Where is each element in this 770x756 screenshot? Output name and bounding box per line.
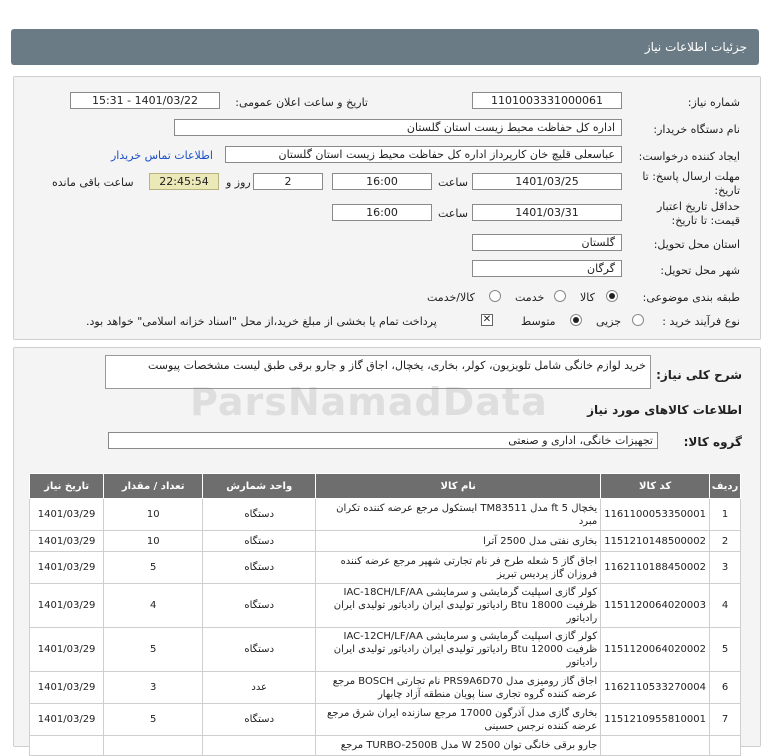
row-code: 1161100053350001: [601, 499, 710, 531]
row-date: 1401/03/29: [30, 584, 104, 628]
deadline-label: مهلت ارسال پاسخ: تا: [642, 170, 740, 183]
deadline-date-field: 1401/03/25: [472, 173, 622, 190]
buyer-org-field: اداره کل حفاظت محیط زیست استان گلستان: [174, 119, 622, 136]
goods-section-title: اطلاعات کالاهای مورد نیاز: [587, 403, 742, 417]
creator-label: ایجاد کننده درخواست:: [638, 150, 740, 163]
row-code: 1151210148500002: [601, 531, 710, 552]
row-name: اجاق گاز 5 شعله طرح فر نام تجارتی شهپر مرجع عرضه کننده فروزان گاز پردیس تبریز: [316, 552, 601, 584]
col-name: نام کالا: [316, 474, 601, 499]
category-label: طبقه بندی موضوعی:: [642, 291, 740, 304]
row-qty: [104, 736, 203, 756]
category-option-goods: کالا: [580, 291, 595, 304]
summary-text: خرید لوازم خانگی شامل تلویزیون، کولر، بخاری، یخچال، اجاق گاز و جارو برقی طبق لیست مشخصات پیوست: [105, 355, 651, 389]
province-field: گلستان: [472, 234, 622, 251]
validity-time-label: ساعت: [438, 207, 468, 220]
table-row: [30, 552, 741, 584]
row-code: 1162110188450002: [601, 552, 710, 584]
announce-field: 1401/03/22 - 15:31: [70, 92, 220, 109]
row-unit: دستگاه: [203, 628, 316, 672]
table-row: [30, 499, 741, 531]
category-option-goods-service: کالا/خدمت: [427, 291, 475, 304]
row-qty: 10: [104, 531, 203, 552]
col-code: کد کالا: [601, 474, 710, 499]
col-qty: تعداد / مقدار: [104, 474, 203, 499]
row-code: 1151210955810001: [601, 704, 710, 736]
table-row: [30, 531, 741, 552]
days-label: روز و: [226, 176, 251, 189]
validity-time-field: 16:00: [332, 204, 432, 221]
row-unit: دستگاه: [203, 499, 316, 531]
buyer-contact-link[interactable]: اطلاعات تماس خریدار: [111, 149, 213, 162]
row-name: کولر گازی اسپلیت گرمایشی و سرمایشی IAC-12CH/LF/AA ظرفیت 12000 Btu رادیاتور تولیدی ایران رادیاتور تولیدی ایران رادیاتور: [316, 628, 601, 672]
process-option-minor: جزیی: [596, 315, 622, 328]
row-index: 1: [710, 499, 741, 531]
row-unit: دستگاه: [203, 531, 316, 552]
category-radio-goods-service[interactable]: [489, 290, 501, 302]
row-date: 1401/03/29: [30, 672, 104, 704]
goods-group-label: گروه کالا:: [683, 435, 742, 449]
announce-label: تاریخ و ساعت اعلان عمومی:: [235, 96, 368, 109]
row-qty: 4: [104, 584, 203, 628]
row-name: جارو برقی خانگی توان 2500 W مدل TURBO-2500B مرجع: [316, 736, 601, 756]
table-row: [30, 672, 741, 704]
deadline-time-label: ساعت: [438, 176, 468, 189]
row-name: بخاری نفتی مدل 2500 آترا: [316, 531, 601, 552]
table-row: [30, 736, 741, 756]
col-unit: واحد شمارش: [203, 474, 316, 499]
remaining-time-field: 22:45:54: [149, 173, 219, 190]
row-qty: 10: [104, 499, 203, 531]
category-radio-service[interactable]: [554, 290, 566, 302]
process-label: نوع فرآیند خرید :: [662, 315, 740, 328]
row-code: 1151120064020002: [601, 628, 710, 672]
table-row: [30, 584, 741, 628]
row-unit: [203, 736, 316, 756]
need-number-field: 1101003331000061: [472, 92, 622, 109]
col-date: تاریخ نیاز: [30, 474, 104, 499]
row-qty: 5: [104, 552, 203, 584]
row-name: بخاری گازی مدل آذرگون 17000 مرجع سازنده ایران شرق مرجع عرضه کننده نرجس حسینی: [316, 704, 601, 736]
summary-label: شرح کلی نیاز:: [656, 368, 742, 382]
validity-label-date: قیمت: تا تاریخ:: [671, 214, 740, 227]
validity-date-field: 1401/03/31: [472, 204, 622, 221]
row-index: 2: [710, 531, 741, 552]
row-index: 3: [710, 552, 741, 584]
row-qty: 5: [104, 628, 203, 672]
remaining-label: ساعت باقی مانده: [52, 176, 134, 189]
creator-field: عباسعلی قلیچ خان کارپرداز اداره کل حفاظت محیط زیست استان گلستان: [225, 146, 622, 163]
process-radio-minor[interactable]: [632, 314, 644, 326]
process-option-medium: متوسط: [521, 315, 556, 328]
row-code: [601, 736, 710, 756]
row-name: اجاق گاز رومیزی مدل PRS9A6D70 نام تجارتی BOSCH مرجع عرضه کننده گروه تجاری سنا پویان منطقه آزاد چابهار: [316, 672, 601, 704]
row-qty: 5: [104, 704, 203, 736]
validity-label: حداقل تاریخ اعتبار: [656, 200, 740, 213]
treasury-note: پرداخت تمام یا بخشی از مبلغ خرید،از محل "اسناد خزانه اسلامی" خواهد بود.: [86, 315, 437, 328]
row-date: 1401/03/29: [30, 628, 104, 672]
row-index: 5: [710, 628, 741, 672]
province-label: استان محل تحویل:: [653, 238, 740, 251]
need-number-label: شماره نیاز:: [687, 96, 740, 109]
col-index: ردیف: [710, 474, 741, 499]
row-index: 6: [710, 672, 741, 704]
table-row: [30, 704, 741, 736]
row-date: 1401/03/29: [30, 704, 104, 736]
row-index: 7: [710, 704, 741, 736]
city-label: شهر محل تحویل:: [660, 264, 740, 277]
row-qty: 3: [104, 672, 203, 704]
row-date: 1401/03/29: [30, 552, 104, 584]
row-unit: دستگاه: [203, 704, 316, 736]
deadline-time-field: 16:00: [332, 173, 432, 190]
goods-group-field: تجهیزات خانگی، اداری و صنعتی: [108, 432, 658, 449]
row-code: 1162110533270004: [601, 672, 710, 704]
row-name: کولر گازی اسپلیت گرمایشی و سرمایشی IAC-18CH/LF/AA ظرفیت 18000 Btu رادیاتور تولیدی ایران رادیاتور تولیدی ایران رادیاتور: [316, 584, 601, 628]
row-date: [30, 736, 104, 756]
goods-table-header: [30, 474, 741, 499]
row-unit: عدد: [203, 672, 316, 704]
row-name: یخچال 5 ft مدل TM83511 ایستکول مرجع عرضه کننده تکران مبرد: [316, 499, 601, 531]
process-radio-medium[interactable]: [570, 314, 582, 326]
days-remaining-field: 2: [253, 173, 323, 190]
page-title: جزئیات اطلاعات نیاز: [644, 40, 747, 54]
deadline-label-date: تاریخ:: [714, 184, 740, 197]
goods-table: [29, 473, 741, 756]
buyer-org-label: نام دستگاه خریدار:: [653, 123, 740, 136]
category-radio-goods[interactable]: [606, 290, 618, 302]
table-row: [30, 628, 741, 672]
watermark: ParsNamadData: [190, 380, 548, 424]
row-index: [710, 736, 741, 756]
treasury-checkbox[interactable]: ✕: [482, 314, 492, 325]
row-date: 1401/03/29: [30, 531, 104, 552]
page-header: [11, 29, 759, 65]
row-unit: دستگاه: [203, 552, 316, 584]
row-index: 4: [710, 584, 741, 628]
row-code: 1151120064020003: [601, 584, 710, 628]
category-option-service: خدمت: [515, 291, 545, 304]
city-field: گرگان: [472, 260, 622, 277]
row-date: 1401/03/29: [30, 499, 104, 531]
row-unit: دستگاه: [203, 584, 316, 628]
